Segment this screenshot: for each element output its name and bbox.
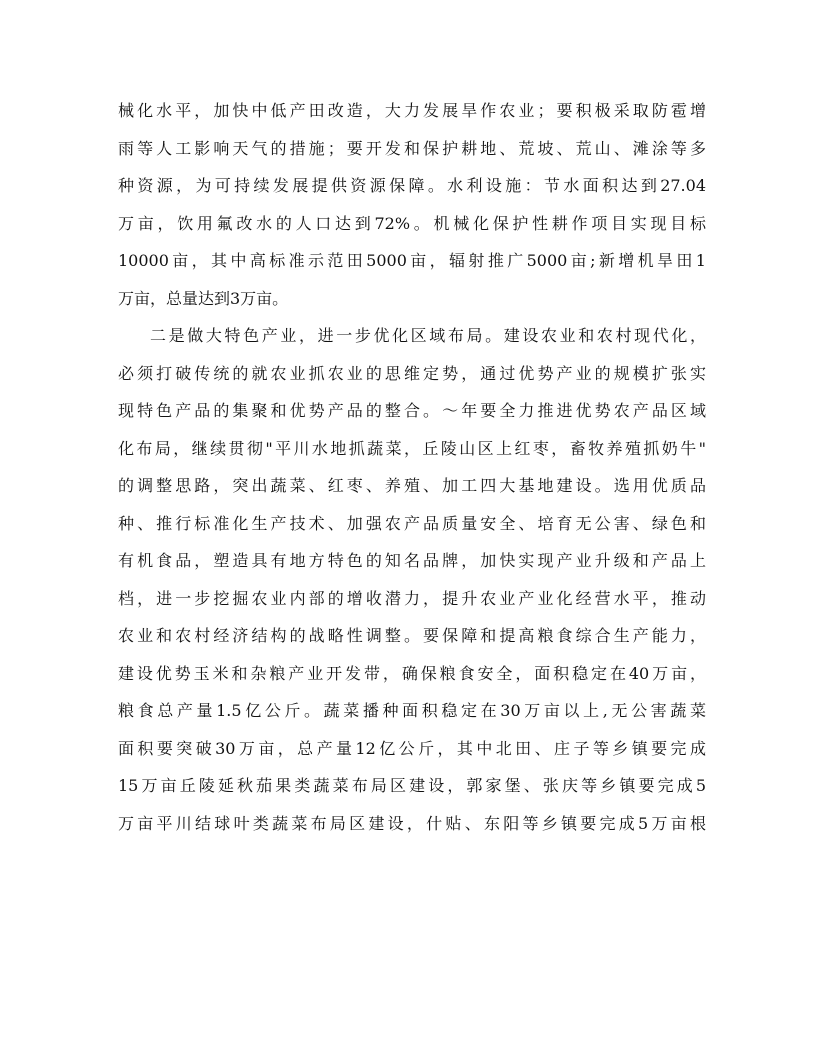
text-line: 万亩，总量达到3万亩。 — [118, 288, 289, 308]
text-line: 二是做大特色产业，进一步优化区域布局。建设农业和农村现代化， — [150, 326, 706, 345]
text-line: 万亩平川结球叶类蔬菜布局区建设，什贴、东阳等乡镇要完成5万亩根 — [118, 813, 706, 833]
text-line: 械化水平，加快中低产田改造，大力发展旱作农业；要积极采取防雹增 — [118, 101, 706, 120]
text-line: 化布局，继续贯彻"平川水地抓蔬菜，丘陵山区上红枣，畜牧养殖抓奶牛" — [118, 438, 706, 458]
text-line: 建设优势玉米和杂粮产业开发带，确保粮食安全，面积稳定在40万亩， — [118, 663, 706, 683]
text-line: 档，进一步挖掘农业内部的增收潜力，提升农业产业化经营水平，推动 — [118, 588, 706, 608]
text-line: 有机食品，塑造具有地方特色的知名品牌，加快实现产业升级和产品上 — [118, 551, 706, 570]
text-line: 种资源，为可持续发展提供资源保障。水利设施：节水面积达到27.04 — [118, 176, 706, 195]
text-line: 万亩，饮用氟改水的人口达到72%。机械化保护性耕作项目实现目标 — [118, 213, 706, 233]
text-line: 现特色产品的集聚和优势产品的整合。～年要全力推进优势农产品区域 — [118, 401, 706, 420]
text-line: 种、推行标准化生产技术、加强农产品质量安全、培育无公害、绿色和 — [118, 513, 706, 533]
text-line: 农业和农村经济结构的战略性调整。要保障和提高粮食综合生产能力， — [118, 626, 706, 645]
text-line: 雨等人工影响天气的措施；要开发和保护耕地、荒坡、荒山、滩涂等多 — [118, 138, 706, 158]
text-line: 面积要突破30万亩，总产量12亿公斤，其中北田、庄子等乡镇要完成 — [118, 738, 706, 758]
text-line: 的调整思路，突出蔬菜、红枣、养殖、加工四大基地建设。选用优质品 — [118, 476, 706, 495]
text-line: 必须打破传统的就农业抓农业的思维定势，通过优势产业的规模扩张实 — [118, 363, 706, 383]
paragraph-1 — [118, 92, 706, 317]
text-line: 粮食总产量1.5亿公斤。蔬菜播种面积稳定在30万亩以上,无公害蔬菜 — [118, 701, 706, 720]
document-body — [118, 92, 706, 842]
text-line: 15万亩丘陵延秋茄果类蔬菜布局区建设，郭家堡、张庆等乡镇要完成5 — [118, 776, 706, 795]
paragraph-2 — [118, 317, 706, 842]
text-line: 10000亩，其中高标准示范田5000亩，辐射推广5000亩;新增机旱田1 — [118, 251, 706, 270]
